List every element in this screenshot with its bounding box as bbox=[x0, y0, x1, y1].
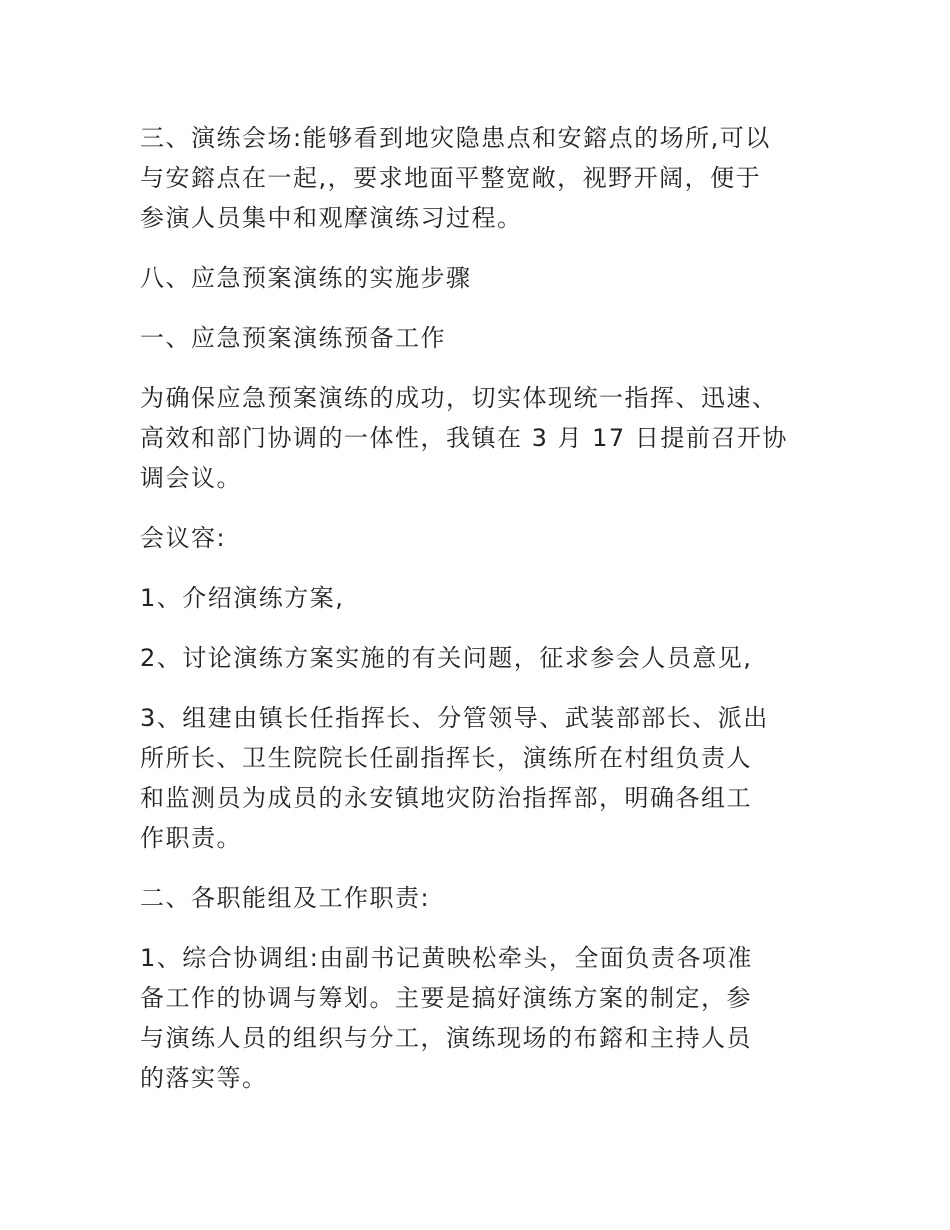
heading-preparation-work: 一、应急预案演练预备工作 bbox=[140, 324, 446, 352]
paragraph-coordination-meeting: 为确保应急预案演练的成功，切实体现统一指挥、迅速、 高效和部门协调的一体性，我镇在 3 月 17 日提前召开协 调会议。 bbox=[140, 384, 788, 492]
list-item-3: 3、组建由镇长任指挥长、分管领导、武装部部长、派出 所所长、卫生院院长任副指挥长，演练所在村组负责人 和监测员为成员的永安镇地灾防治指挥部，明确各组工 作职责。 bbox=[140, 704, 769, 852]
paragraph-meeting-content-label: 会议容: bbox=[140, 524, 227, 552]
heading-implementation-steps: 八、应急预案演练的实施步骤 bbox=[140, 264, 472, 292]
heading-group-duties: 二、各职能组及工作职责: bbox=[140, 884, 431, 912]
document-body bbox=[140, 118, 812, 1118]
list-item-2: 2、讨论演练方案实施的有关问题，征求参会人员意见, bbox=[140, 644, 753, 672]
paragraph-venue: 三、演练会场:能够看到地灾隐患点和安鎔点的场所,可以 与安鎔点在一起,，要求地面平整宽敞，视野开阔，便于 参演人员集中和观摩演练习过程。 bbox=[140, 124, 771, 232]
list-item-1: 1、介绍演练方案, bbox=[140, 584, 345, 612]
paragraph-coordination-group: 1、综合协调组:由副书记黄映松牵头，全面负责各项准 备工作的协调与筹划。主要是搞好演练方案的制定，参 与演练人员的组织与分工，演练现场的布鎔和主持人员 的落实等。 bbox=[140, 944, 753, 1092]
